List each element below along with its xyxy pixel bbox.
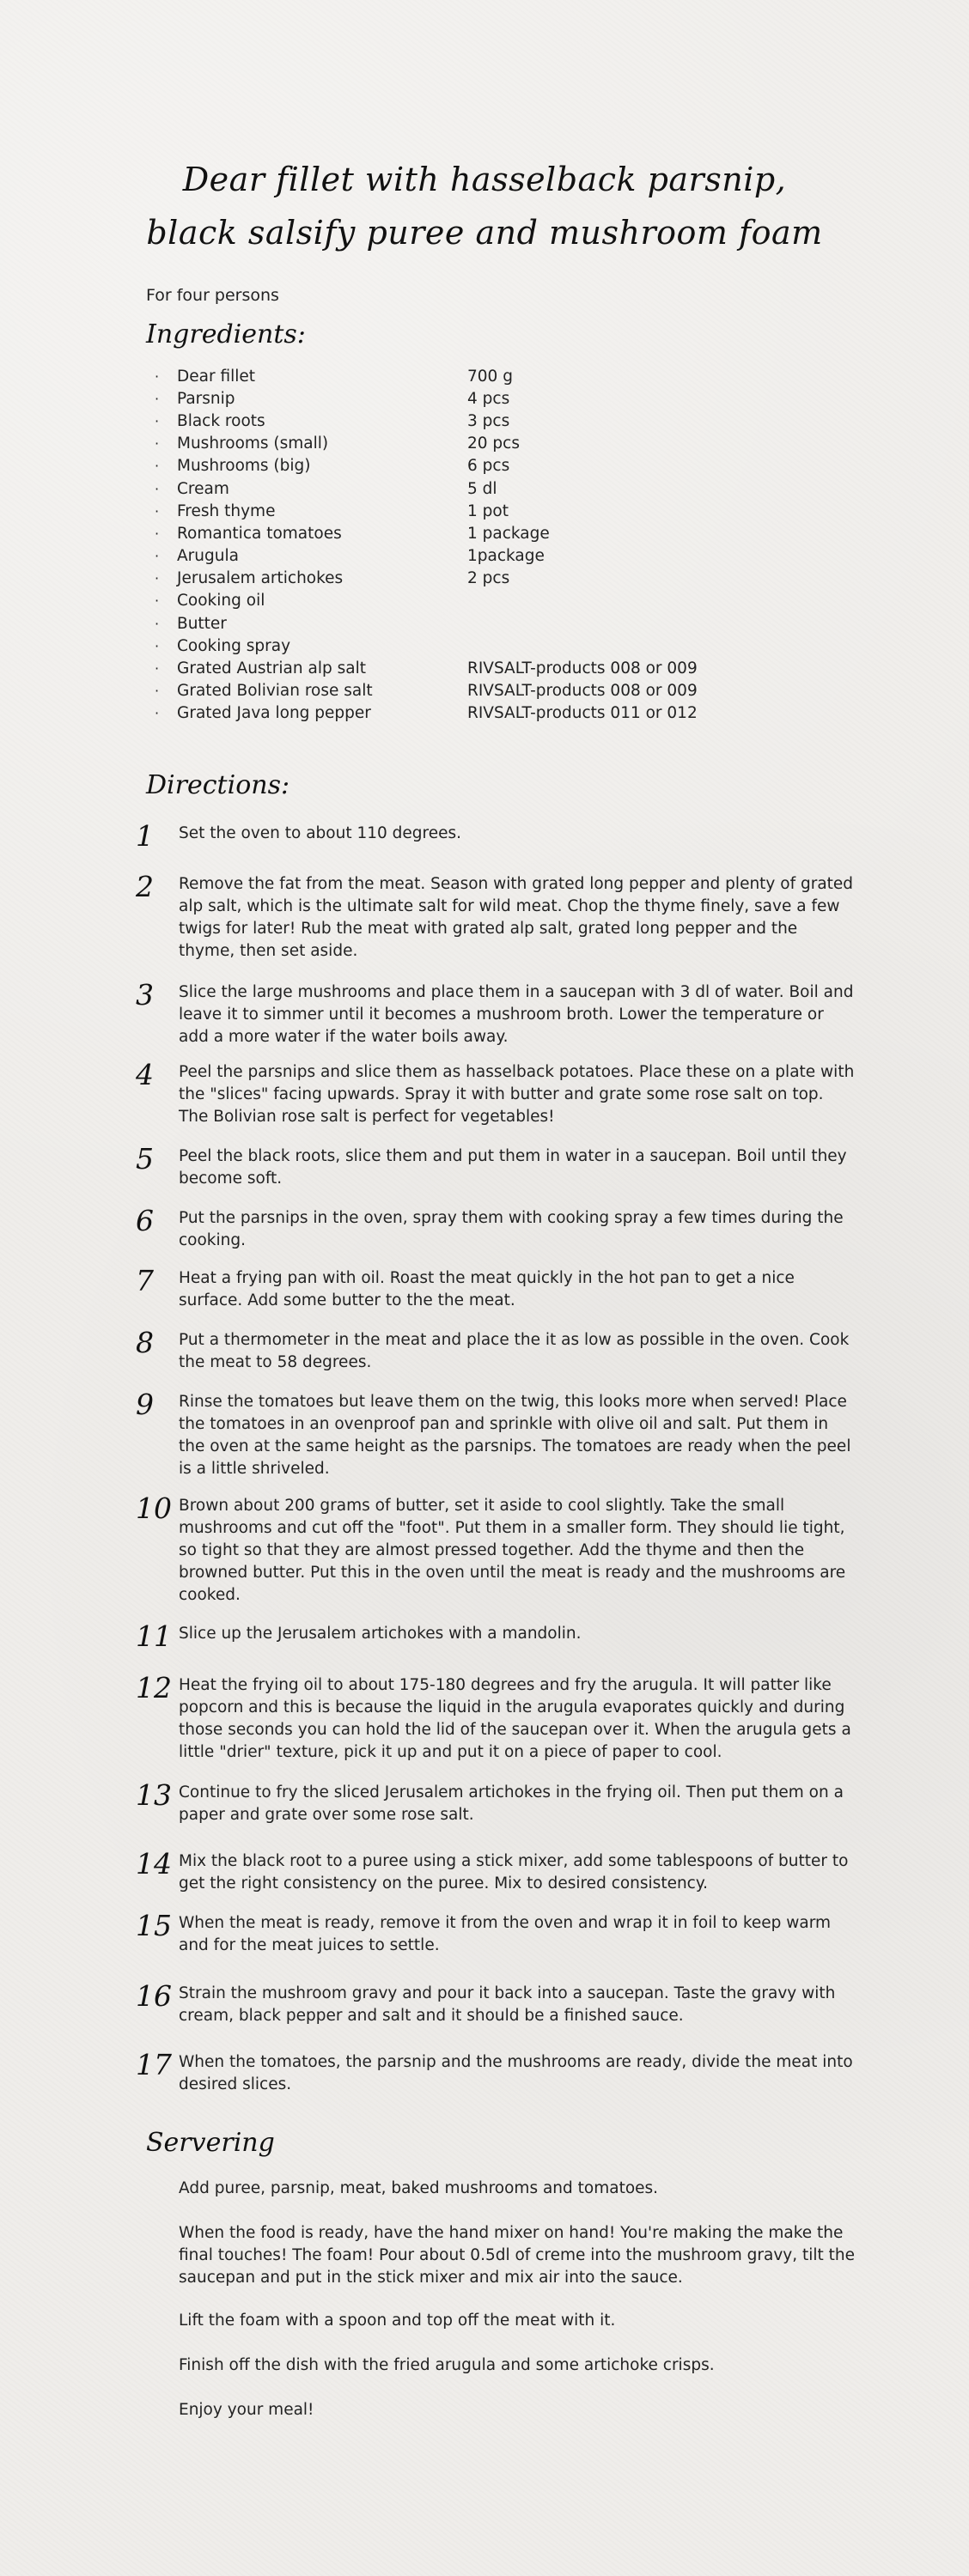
bullet-icon: · [155,368,160,385]
ingredient-quantity: 4 pcs [467,389,510,408]
step-number: 5 [136,1142,154,1176]
ingredient-name: Romantica tomatoes [177,524,342,543]
step-text: Strain the mushroom gravy and pour it back into a saucepan. Taste the gravy with cream, black pepper and salt and it should be a finished sauce. [179,1984,836,2025]
step-text: Peel the parsnips and slice them as hasselback potatoes. Place these on a plate with the "slices" facing upwards. Spray it with butter and grate some rose salt on top. The Bolivian rose salt is perfect for vegetables! [179,1063,855,1126]
directions-heading: Directions: [146,770,290,800]
ingredient-row [155,500,859,522]
bullet-icon: · [155,525,160,542]
bullet-icon: · [155,502,160,519]
step-number: 2 [136,870,154,903]
ingredient-quantity: 1 package [467,524,550,543]
bullet-icon: · [155,705,160,722]
ingredient-row [155,387,859,410]
ingredient-row [155,568,859,590]
ingredient-quantity: RIVSALT-products 011 or 012 [467,704,698,723]
recipe-title [0,153,969,259]
step-text: Peel the black roots, slice them and put them in water in a saucepan. Boil until they become soft. [179,1147,847,1188]
serving-paragraph: Lift the foam with a spoon and top off the meat with it. [179,2312,616,2330]
step-text: Heat a frying pan with oil. Roast the meat quickly in the hot pan to get a nice surface. Add some butter to the the meat. [179,1269,795,1309]
ingredient-quantity: 3 pcs [467,411,510,430]
ingredient-name: Grated Bolivian rose salt [177,682,373,701]
bullet-icon: · [155,412,160,429]
step-text: Heat the frying oil to about 175-180 degrees and fry the arugula. It will patter like popcorn and this is because the liquid in the arugula evaporates quickly and during those seconds you can hold the lid of the saucepan over it. When the arugula gets a little "drier" texture, pick it up and put it on a piece of paper to cool. [179,1676,851,1761]
ingredient-row [155,657,859,679]
step-text: Slice the large mushrooms and place them in a saucepan with 3 dl of water. Boil and leave it to simmer until it becomes a mushroom broth. Lower the temperature or add a more water if the water boils away. [179,983,854,1046]
bullet-icon: · [155,570,160,587]
step-text: Put the parsnips in the oven, spray them with cooking spray a few times during the cooking. [179,1209,844,1249]
ingredient-quantity: 20 pcs [467,434,520,453]
bullet-icon: · [155,458,160,475]
ingredient-quantity: 1 pot [467,501,509,520]
ingredient-name: Cooking spray [177,636,291,655]
servings-text: For four persons [146,286,279,305]
step-text: Slice up the Jerusalem artichokes with a mandolin. [179,1625,582,1643]
bullet-icon: · [155,615,160,632]
ingredient-name: Jerusalem artichokes [177,569,344,588]
bullet-icon: · [155,592,160,610]
serving-heading: Servering [146,2128,275,2158]
serving-paragraph: Enjoy your meal! [179,2401,314,2419]
ingredient-row [155,410,859,432]
step-number: 6 [136,1204,154,1237]
step-number: 14 [136,1847,172,1880]
ingredient-row [155,702,859,725]
ingredient-name: Black roots [177,411,265,430]
ingredient-quantity: 5 dl [467,479,497,498]
ingredient-row [155,635,859,657]
ingredient-quantity: 1package [467,547,545,566]
ingredient-name: Grated Austrian alp salt [177,659,366,678]
step-number: 1 [136,819,154,853]
bullet-icon: · [155,480,160,497]
bullet-icon: · [155,660,160,677]
recipe-title-line-1: Dear fillet with hasselback parsnip, [182,161,787,198]
step-text: Set the oven to about 110 degrees. [179,824,462,842]
ingredient-name: Mushrooms (small) [177,434,329,453]
recipe-title-line-2: black salsify puree and mushroom foam [146,214,823,252]
ingredient-name: Grated Java long pepper [177,704,371,723]
ingredients-heading: Ingredients: [146,319,306,349]
ingredient-row [155,612,859,635]
step-text: Brown about 200 grams of butter, set it aside to cool slightly. Take the small mushrooms and cut off the "foot". Put them in a smaller form. They should lie tight, so tight so that they are almost pressed together. Add the thyme and then the browned butter. Put this in the oven until the meat is ready and the mushrooms are cooked. [179,1497,846,1604]
bullet-icon: · [155,390,160,407]
bullet-icon: · [155,435,160,453]
ingredient-row [155,365,859,387]
ingredient-name: Arugula [177,547,239,566]
step-number: 12 [136,1671,172,1704]
ingredient-quantity: 700 g [467,367,513,386]
step-text: When the tomatoes, the parsnip and the mushrooms are ready, divide the meat into desired slices. [179,2053,853,2093]
ingredient-name: Dear fillet [177,367,256,386]
bullet-icon: · [155,548,160,565]
serving-paragraph: Add puree, parsnip, meat, baked mushrooms and tomatoes. [179,2179,659,2197]
ingredient-name: Fresh thyme [177,501,276,520]
step-number: 11 [136,1619,172,1653]
bullet-icon: · [155,683,160,700]
step-number: 16 [136,1979,172,2013]
step-number: 4 [136,1058,154,1091]
ingredient-quantity: 6 pcs [467,457,510,476]
ingredient-quantity: RIVSALT-products 008 or 009 [467,659,698,678]
step-number: 8 [136,1326,154,1359]
ingredient-row [155,477,859,500]
step-text: Put a thermometer in the meat and place the it as low as possible in the oven. Cook the meat to 58 degrees. [179,1331,850,1371]
ingredient-row [155,455,859,477]
step-number: 13 [136,1778,172,1812]
ingredient-row [155,545,859,568]
step-number: 9 [136,1388,154,1421]
step-text: Mix the black root to a puree using a stick mixer, add some tablespoons of butter to get the right consistency on the puree. Mix to desired consistency. [179,1852,849,1893]
ingredient-name: Mushrooms (big) [177,457,311,476]
ingredients-list [155,365,859,725]
ingredient-row [155,433,859,455]
step-number: 3 [136,978,154,1012]
ingredient-quantity: RIVSALT-products 008 or 009 [467,682,698,701]
ingredient-quantity: 2 pcs [467,569,510,588]
step-text: When the meat is ready, remove it from the oven and wrap it in foil to keep warm and for the meat juices to settle. [179,1914,832,1954]
ingredient-row [155,522,859,544]
serving-paragraph: Finish off the dish with the fried arugula and some artichoke crisps. [179,2356,715,2374]
step-number: 10 [136,1492,172,1525]
step-number: 17 [136,2048,172,2081]
ingredient-name: Parsnip [177,389,235,408]
ingredient-name: Cooking oil [177,592,265,611]
ingredient-name: Butter [177,614,227,633]
bullet-icon: · [155,637,160,654]
ingredient-name: Cream [177,479,229,498]
serving-paragraph: When the food is ready, have the hand mixer on hand! You're making the make the final touches! The foam! Pour about 0.5dl of creme into the mushroom gravy, tilt the saucepan and put in the stick mixer and mix air into the sauce. [179,2224,856,2287]
ingredient-row [155,680,859,702]
step-text: Remove the fat from the meat. Season with grated long pepper and plenty of grated alp salt, which is the ultimate salt for wild meat. Chop the thyme finely, save a few twigs for later! Rub the meat with grated alp salt, grated long pepper and the thyme, then set aside. [179,875,854,960]
ingredient-row [155,590,859,612]
step-number: 7 [136,1264,154,1297]
step-text: Continue to fry the sliced Jerusalem artichokes in the frying oil. Then put them on a paper and grate over some rose salt. [179,1783,844,1824]
step-number: 15 [136,1909,172,1942]
step-text: Rinse the tomatoes but leave them on the twig, this looks more when served! Place the tomatoes in an ovenproof pan and sprinkle with olive oil and salt. Put them in the oven at the same height as the parsnips. The tomatoes are ready when the peel is a little shriveled. [179,1393,851,1478]
